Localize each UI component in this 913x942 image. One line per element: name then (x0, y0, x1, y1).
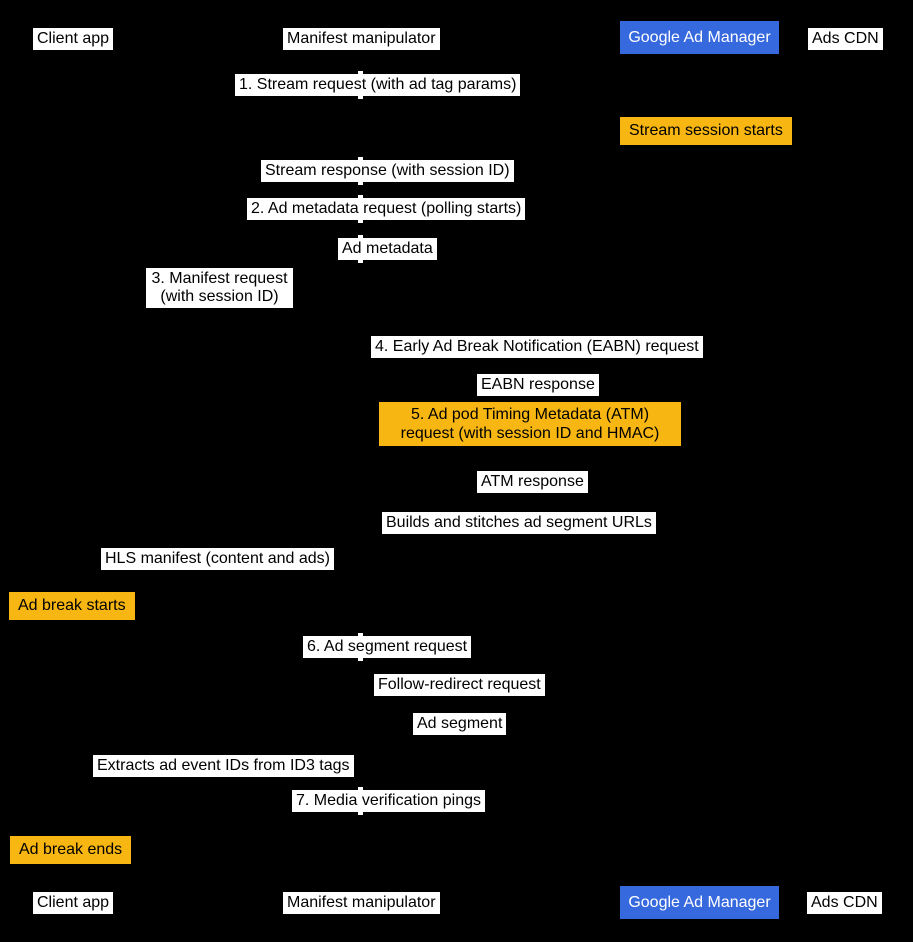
note-ad-break-ends: Ad break ends (10, 836, 131, 864)
participant-manifest-manipulator-bottom: Manifest manipulator (283, 892, 440, 914)
note-stream-session-starts: Stream session starts (620, 117, 792, 145)
message-manifest-request: 3. Manifest request (with session ID) (146, 268, 293, 308)
participant-google-ad-manager-top: Google Ad Manager (620, 21, 779, 54)
message-ad-metadata: Ad metadata (338, 238, 437, 260)
message-media-verification-pings: 7. Media verification pings (292, 790, 485, 812)
message-ad-segment: Ad segment (413, 713, 506, 735)
message-atm-request-highlighted: 5. Ad pod Timing Metadata (ATM) request (with session ID and HMAC) (379, 402, 681, 446)
message-follow-redirect-request: Follow-redirect request (374, 674, 545, 696)
participant-google-ad-manager-bottom: Google Ad Manager (620, 886, 779, 919)
message-stream-response: Stream response (with session ID) (261, 160, 514, 182)
participant-manifest-manipulator-top: Manifest manipulator (283, 28, 440, 50)
action-builds-and-stitches: Builds and stitches ad segment URLs (382, 512, 656, 534)
action-extracts-ad-event-ids: Extracts ad event IDs from ID3 tags (93, 755, 354, 777)
message-atm-response: ATM response (477, 471, 588, 493)
message-stream-request: 1. Stream request (with ad tag params) (235, 74, 520, 96)
message-eabn-response: EABN response (477, 374, 599, 396)
participant-ads-cdn-bottom: Ads CDN (807, 892, 882, 914)
message-ad-segment-request: 6. Ad segment request (303, 636, 471, 658)
note-ad-break-starts: Ad break starts (9, 592, 135, 620)
message-ad-metadata-request: 2. Ad metadata request (polling starts) (247, 198, 525, 220)
participant-client-app-bottom: Client app (33, 892, 113, 914)
message-hls-manifest: HLS manifest (content and ads) (101, 548, 334, 570)
participant-ads-cdn-top: Ads CDN (808, 28, 883, 50)
message-eabn-request: 4. Early Ad Break Notification (EABN) request (371, 336, 703, 358)
participant-client-app-top: Client app (33, 28, 113, 50)
